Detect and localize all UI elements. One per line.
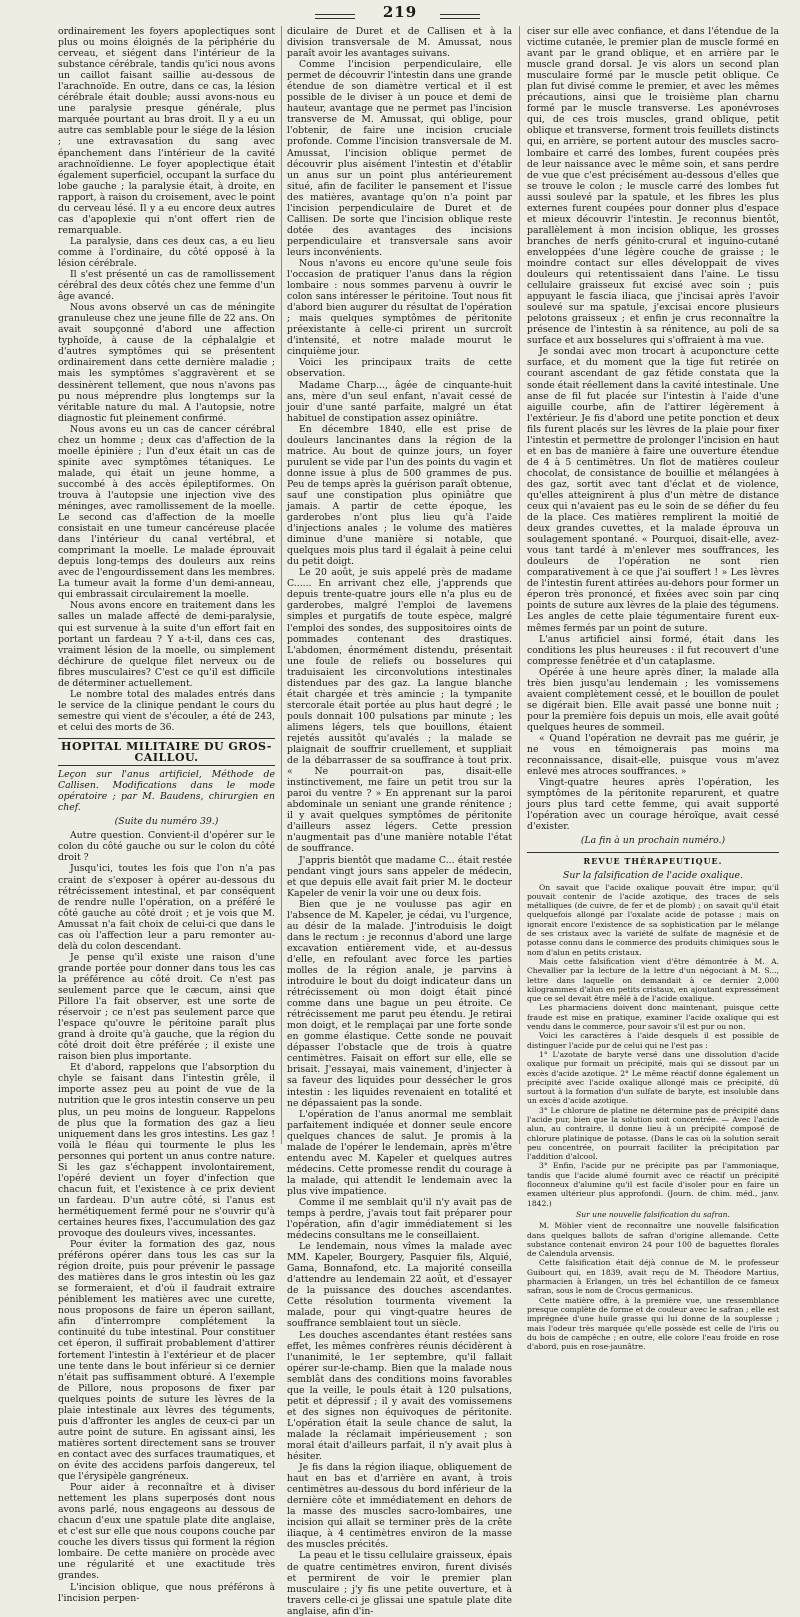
paragraph: ordinairement les foyers apoplectiques sont plus ou moins éloignés de la périphérie du cerveau, et siégent dans l'intérieur de la substance cérébrale, tandis qu'ici nous avons un caillot faisant saillie au-dessous de l'arachnoïde. En outre, dans ce cas, la lésion cérébrale était double; aussi avons-nous eu une paralysie presque générale, plus marquée pourtant au bras droit. Il y a eu un autre cas semblable pour le siége de la lésion ; une extravasation du sang avec épanchement dans l'intérieur de la cavité arachnoïdienne. Le foyer apoplectique était également superficiel, occupant la surface du lobe gauche ; la paralysie était, à droite, en rapport, à raison du croisement, avec le point du cerveau lésé. Il y a eu encore deux autres cas d'apoplexie qui n'ont offert rien de remarquable. xyxy=(58,26,275,236)
paragraph: Madame Charp..., âgée de cinquante-huit ans, mère d'un seul enfant, n'avait cessé de jouir d'une santé parfaite, malgré un état habituel de constipation assez opiniâtre. xyxy=(287,379,512,424)
paragraph: Il s'est présenté un cas de ramollissement cérébral des deux côtés chez une femme d'un âge avancé. xyxy=(58,269,275,303)
paragraph: Les douches ascendantes étant restées sans effet, les mêmes confrères réunis décidèrent à l'unanimité, le 1er septembre, qu'il fallait opérer sur-le-champ. Bien que la malade nous semblât dans des conditions moins favorables que la veille, le pouls était à 120 pulsations, petit et dépressif ; il y avait des vomissemens et des signes non équivoques de péritonite. L'opération était la seule chance de salut, la malade la réclamait impérieusement ; son moral était d'ailleurs parfait, il n'y avait plus à hésiter. xyxy=(287,1329,512,1463)
paragraph: diculaire de Duret et de Callisen et à la division transversale de M. Amussat, nous paraît avoir les avantages suivans. xyxy=(287,26,512,60)
revue-title: REVUE THÉRAPEUTIQUE. xyxy=(527,852,779,867)
paragraph: Autre question. Convient-il d'opérer sur le colon du côté gauche ou sur le colon du côté droit ? xyxy=(58,830,275,864)
column-divider xyxy=(281,26,282,1144)
finis-note: (La fin à un prochain numéro.) xyxy=(580,835,726,847)
column-1 xyxy=(58,26,276,1604)
paragraph: Le lendemain, nous vîmes la malade avec MM. Kapeler, Bourgery, Pasquier fils, Alquié, Gama, Bonnafond, etc. La majorité conseilla d'attendre au lendemain 22 août, et d'essayer de la puissance des douches ascendantes. Cette résolution tourmenta vivement la malade, pour qui vingt-quatre heures de souffrance semblaient tout un siècle. xyxy=(287,1241,512,1330)
article-byline: Leçon sur l'anus artificiel, Méthode de Callisen. Modifications dans le mode opératoire ; par M. Baudens, chirurgien en chef. xyxy=(58,769,275,814)
continuation-note: (Suite du numéro 39.) xyxy=(114,816,219,828)
paragraph: La peau et le tissu cellulaire graisseux, épais de quatre centimètres environ, furent divisés et permirent de voir le premier plan musculaire ; j'y fis une petite ouverture, et à travers celle-ci je glissai une spatule plate dite anglaise, afin d'in- xyxy=(287,1550,512,1617)
paragraph: Le nombre total des malades entrés dans le service de la clinique pendant le cours du semestre qui vient de s'écouler, a été de 243, et celui des morts de 36. xyxy=(58,688,275,733)
paragraph: Cette matière offre, à la première vue, une ressemblance presque complète de forme et de couleur avec le safran ; elle est imprégnée d'une huile grasse qui lui donne de la souplesse ; mais l'odeur très marquée qu'elle possède est celle de l'iris ou du bois de campêche ; en outre, elle colore l'eau froide en rose d'abord, puis en rose-jaunâtre. xyxy=(527,1295,779,1352)
paragraph: 1° L'azotate de baryte versé dans une dissolution d'acide oxalique pur formait un précipité, mais qui se dissout par un excès d'acide azotique. 2° Le même réactif donne également un précipité avec l'acide oxalique allongé mais ce précipité, dû surtout à la formation d'un sulfate de baryte, est insoluble dans un excès d'acide azotique. xyxy=(527,1049,779,1106)
paragraph: Vingt-quatre heures après l'opération, les symptômes de la péritonite reparurent, et quatre jours plus tard cette femme, qui avait supporté l'opération avec un courage héroïque, avait cessé d'exister. xyxy=(527,777,779,833)
paragraph: Cette falsification était déjà connue de M. le professeur Guibourt qui, en 1839, avait reçu de M. Théodore Martius, pharmacien à Erlangen, un très bel échantillon de ce fameux safran, sous le nom de Crocus germanicus. xyxy=(527,1258,779,1296)
column-3 xyxy=(527,26,780,1352)
paragraph: L'opération de l'anus anormal me semblait parfaitement indiquée et donner seule encore quelques chances de salut. Je promis à la malade de l'opérer le lendemain, après m'être entendu avec M. Kapeler et quelques autres médecins. Cette promesse rendit du courage à la malade, qui attendit le lendemain avec la plus vive impatience. xyxy=(287,1108,512,1197)
paragraph: Comme l'incision perpendiculaire, elle permet de découvrir l'intestin dans une grande étendue de son diamètre vertical et il est possible de le diviser à un pouce et demi de hauteur, avantage que ne permet pas l'incision transverse de M. Amussat, qui oblige, pour l'obtenir, de faire une incision cruciale profonde. Comme l'incision transversale de M. Amussat, l'incision oblique permet de découvrir plus aisément l'intestin et d'établir un anus sur un point plus antérieurement situé, afin de faciliter le pansement et l'issue des matières, avantage qu'on n'a point par l'incision perpendiculaire de Duret et de Callisen. De sorte que l'incision oblique reste dotée des avantages des incisions perpendiculaire et transversale sans avoir leurs inconvénients. xyxy=(287,59,512,258)
article-subhead: Sur la falsification de l'acide oxalique. xyxy=(563,869,743,881)
paragraph: 3° Enfin, l'acide pur ne précipite pas par l'ammoniaque, tandis que l'acide alumé fournit avec ce réactif un précipité floconneux d'alumine qu'il est facile d'isoler pour en faire un examen ultérieur plus approfondi. (Journ. de chim. méd., janv. 1842.) xyxy=(527,1161,779,1208)
article-subhead: Sur une nouvelle falsification du safran. xyxy=(576,1209,730,1219)
paragraph: Les pharmaciens doivent donc maintenant, puisque cette fraude est mise en pratique, examiner l'acide oxalique qui est vendu dans le commerce, pour savoir s'il est pur ou non. xyxy=(527,1003,779,1032)
section-title: HOPITAL MILITAIRE DU GROS-CAILLOU. xyxy=(58,738,275,766)
paragraph: 3° Le chlorure de platine ne détermine pas de précipité dans l'acide pur, bien que la solution soit concentrée. — Avec l'acide alun, au contraire, il donne lieu à un précipité composé de chlorure platinique de potasse. (Dans le cas où la solution serait peu concentrée, on pourrait faciliter la précipitation par l'addition d'alcool. xyxy=(527,1105,779,1162)
paragraph: Bien que je ne voulusse pas agir en l'absence de M. Kapeler, je cédai, vu l'urgence, au désir de la malade. J'introduisis le doigt dans le rectum : je reconnus d'abord une large excavation entièrement vide, et au-dessus d'elle, en refoulant avec force les parties molles de la région anale, je parvins à introduire le bout du doigt indicateur dans un rétrécissement où mon doigt était pincé comme dans une bague un peu étroite. Ce rétrécissement me parut peu étendu. Je retirai mon doigt, et le remplaçai par une forte sonde en gomme élastique. Cette sonde ne pouvait dépasser l'obstacle que de trois à quatre centimètres. Faisait on effort sur elle, elle se brisait. J'essayai, mais vainement, d'injecter à sa faveur des liquides pour dessécher le gros intestin : les liquides revenaient en totalité et ne dépassaient pas la sonde. xyxy=(287,898,512,1109)
paragraph: Pour éviter la formation des gaz, nous préférons opérer dans tous les cas sur la région droite, puis pour prévenir le passage des matières dans le gros intestin où les gaz se formeraient, et d'où il faudrait extraire péniblement les matières avec une curette, nous proposons de faire un éperon saillant, afin d'interrompre complétement la continuité du tube intestinal. Pour constituer cet éperon, il suffirait probablement d'attirer fortement l'intestin à l'extérieur et de placer une tente dans le bout inférieur si ce dernier n'était pas suffisamment obturé. A l'exemple de Pillore, nous proposons de fixer par quelques points de suture les lèvres de la plaie intestinale aux lèvres des téguments, puis d'affronter les angles de ceux-ci par un autre point de suture. En agissant ainsi, les matières sortent directement sans se trouver en contact avec des surfaces traumatiques, et on évite des accidens parfois dangereux, tel que l'érysipèle gangréneux. xyxy=(58,1239,275,1483)
paragraph: ciser sur elle avec confiance, et dans l'étendue de la victime cutanée, le premier plan de muscle formé en avant par le grand oblique, et en arrière par le muscle grand dorsal. Je vis alors un second plan musculaire formé par le muscle petit oblique. Ce plan fut divisé comme le premier, et avec les mêmes précautions, ainsi que le troisième plan charnu formé par le muscle transverse. Les aponévroses qui, de ces trois muscles, grand oblique, petit oblique et transverse, forment trois feuillets distincts qui, en arrière, se portent autour des muscles sacro-lombaire et carré des lombes, furent coupées près de leur naissance avec le même soin, et sans perdre de vue que c'est précisément au-dessous d'elles que se trouve le colon ; le muscle carré des lombes fut aussi soulevé par la spatule, et les fibres les plus externes furent coupées pour donner plus d'espace et mieux découvrir l'intestin. Je reconnus bientôt, parallèlement à mon incision oblique, les grosses branches de nerfs génito-crural et inguino-cutané enveloppées d'une légère couche de graisse ; le moindre contact sur elles développait de vives douleurs qui retentissaient dans l'aine. Le tissu cellulaire graisseux fut excisé avec soin ; puis appuyant le fascia iliaca, que j'incisai après l'avoir soulevé sur ma spatule, j'excisai encore plusieurs pelotons graisseux ; et enfin je crus reconnaître la présence de l'intestin à sa rénitence, au poli de sa surface et aux bosselures qui s'offraient à ma vue. xyxy=(527,26,779,347)
paragraph: L'incision oblique, que nous préférons à l'incision perpen- xyxy=(58,1581,275,1604)
header-rule-right xyxy=(440,14,480,19)
page-number: 219 xyxy=(382,3,418,21)
paragraph: « Quand l'opération ne devrait pas me guérir, je ne vous en témoignerais pas moins ma reconnaissance, disait-elle, puisque vous m'avez enlevé mes atroces souffrances. » xyxy=(527,733,779,778)
paragraph: On savait que l'acide oxalique pouvait être impur, qu'il pouvait contenir de l'acide azotique, des traces de sels métalliques (de cuivre, de fer et de plomb) ; on savait qu'il était quelquefois allongé par l'oxalate acide de potasse ; mais on ignorait encore l'existence de sa sophistication par le mélange de ses cristaux avec la variété de sulfate de magnésie et de potasse connu dans le commerce des produits chimiques sous le nom d'alun en petits cristaux. xyxy=(527,882,779,957)
paragraph: Comme il me semblait qu'il n'y avait pas de temps à perdre, j'avais tout fait préparer pour l'opération, afin d'agir immédiatement si les médecins consultans me le conseillaient. xyxy=(287,1196,512,1242)
small-print-block xyxy=(527,883,779,1352)
paragraph: Voici les principaux traits de cette observation. xyxy=(287,357,512,380)
paragraph: Je fis dans la région iliaque, obliquement de haut en bas et d'arrière en avant, à trois centimètres au-dessous du bord inférieur de la dernière côte et immédiatement en dehors de la masse des muscles sacro-lombaires, une incision qui allait se terminer près de la crête iliaque, à 4 centimètres environ de la masse des muscles précités. xyxy=(287,1462,512,1551)
page-header xyxy=(0,2,800,24)
column-2 xyxy=(287,26,512,1617)
paragraph: Mais cette falsification vient d'être démontrée à M. A. Chevallier par la lecture de la lettre d'un négociant à M. S..., lettre dans laquelle on demandait à ce dernier 2,000 kilogrammes d'alun en petits cristaux, en ajoutant expressément que ce sel devait être mêlé à de l'acide oxalique. xyxy=(527,956,779,1004)
paragraph: Jusqu'ici, toutes les fois que l'on n'a pas craint de s'exposer à opérer au-dessous du rétrécissement intestinal, et par conséquent de rendre nulle l'opération, on a préféré le côté gauche au côté droit ; et je vois que M. Amussat n'a fait choix de celui-ci que dans le cas où l'affection leur a paru remonter au-delà du colon descendant. xyxy=(58,863,275,952)
paragraph: En décembre 1840, elle est prise de douleurs lancinantes dans la région de la matrice. Au bout de quinze jours, un foyer purulent se vide par l'un des points du vagin et donne issue à plus de 500 grammes de pus. Peu de temps après la guérison paraît obtenue, sauf une constipation plus opiniâtre que jamais. A partir de cette époque, les garderobes n'ont plus lieu qu'à l'aide d'injections anales ; le volume des matières diminue d'une manière si notable, que quelques mois plus tard il égalait à peine celui du petit doigt. xyxy=(287,423,512,568)
paragraph: Nous n'avons eu encore qu'une seule fois l'occasion de pratiquer l'anus dans la région lombaire : nous sommes parvenu à ouvrir le colon sans intéresser le péritoine. Tout nous fit d'abord bien augurer du résultat de l'opération ; mais quelques symptômes de péritonite préexistante à celle-ci prirent un surcroît d'intensité, et notre malade mourut le cinquième jour. xyxy=(287,257,512,358)
paragraph: Opérée à une heure après dîner, la malade alla très bien jusqu'au lendemain ; les vomissemens avaient complètement cessé, et le bouillon de poulet se digérait bien. Elle avait passé une bonne nuit ; pour la première fois depuis un mois, elle avait goûté quelques heures de sommeil. xyxy=(527,666,780,733)
paragraph: Je pense qu'il existe une raison d'une grande portée pour donner dans tous les cas la préférence au côté droit. Ce n'est pas seulement parce que le cæcum, ainsi que Pillore l'a fait observer, est une sorte de réservoir ; ce n'est pas seulement parce que l'espace qu'ouvre le péritoine paraît plus grand à droite qu'à gauche, que la région du côté droit doit être préférée ; il existe une raison bien plus importante. xyxy=(58,951,275,1063)
paragraph: Nous avons observé un cas de méningite granuleuse chez une jeune fille de 22 ans. On avait soupçonné d'abord une affection typhoïde, à cause de la céphalalgie et d'autres symptômes qui se présentent ordinairement dans cette dernière maladie ; mais les symptômes s'aggravèrent et se dessinèrent tellement, que nous n'avons pas pu nous méprendre plus longtemps sur la véritable nature du mal. A l'autopsie, notre diagnostic fut pleinement confirmé. xyxy=(58,302,275,424)
paragraph: M. Möhler vient de reconnaître une nouvelle falsification dans quelques ballots de safran d'origine allemande. Cette substance contenait environ 24 pour 100 de baguettes florales de Calendula arvensis. xyxy=(527,1221,779,1259)
paragraph: Nous avons encore en traitement dans les salles un malade affecté de demi-paralysie, qui est survenue à la suite d'un effort fait en portant un fardeau ? Y a-t-il, dans ces cas, vraiment lésion de la moelle, ou simplement déchirure de quelque filet nerveux ou de fibres musculaires? C'est ce qu'il est difficile de déterminer actuellement. xyxy=(58,600,275,689)
paragraph: Je sondai avec mon trocart à acuponcture cette surface, et du moment que la tige fut retirée on courant ascendant de gaz fétide constata que la sonde était réellement dans la cavité intestinale. Une anse de fil fut placée sur l'intestin à l'aide d'une aiguille courbe, afin de l'attirer légèrement à l'extérieur. Je fis d'abord une petite ponction et deux fils furent placés sur les lèvres de la plaie pour fixer l'intestin et permettre de prolonger l'incision en haut et en bas de manière à faire une ouverture étendue de 4 à 5 centimètres. Un flot de matières couleur chocolat, de consistance de bouillie et mélangées à des gaz, sortit avec tant d'éclat et de violence, qu'elles atteignirent à plus d'un mètre de distance ceux qui n'avaient pas eu le soin de se défier du feu de la place. Ces matières remplirent la moitié de deux grandes cuvettes, et la malade éprouva un soulagement spontané. « Pourquoi, disait-elle, avez-vous tant tardé à m'enlever mes souffrances, les douleurs de l'opération ne sont rien comparativement à ce que j'ai souffert ! » Les lèvres de l'intestin furent attirées au-dehors pour former un éperon très prononcé, et fixées avec soin par cinq points de suture aux lèvres de la plaie des tégumens. Les angles de cette plaie tégumentaire furent eux-mêmes fermés par un point de suture. xyxy=(527,346,779,634)
paragraph: La paralysie, dans ces deux cas, a eu lieu comme à l'ordinaire, du côté opposé à la lésion cérébrale. xyxy=(58,235,275,269)
paragraph: Et d'abord, rappelons que l'absorption du chyle se faisant dans l'intestin grêle, il importe assez peu au point de vue de la nutrition que le gros intestin conserve un peu plus, un peu moins de longueur. Rappelons de plus que la formation des gaz a lieu uniquement dans les gros intestins. Les gaz ! voilà le fléau qui tourmente le plus les personnes qui portent un anus contre nature. Si les gaz s'échappent involontairement, l'opéré devient un foyer d'infection que chacun fuit, et l'existence à ce prix devient un fardeau. D'un autre côté, si l'anus est hermétiquement fermé pour ne s'ouvrir qu'à certaines heures fixes, l'accumulation des gaz provoque des douleurs vives, incessantes. xyxy=(58,1062,276,1240)
paragraph: J'appris bientôt que madame C... était restée pendant vingt jours sans appeler de médecin, et que depuis elle avait fait prier M. le docteur Kapeler de venir la voir une ou deux fois. xyxy=(287,854,512,899)
paragraph: Pour aider à reconnaître et à diviser nettement les plans superposés dont nous avons parlé, nous engageons au dessous de chacun d'eux une spatule plate dite anglaise, et c'est sur elle que nous coupons couche par couche les divers tissus qui forment la région lombaire. De cette manière on procède avec une régularité et une exactitude très grandes. xyxy=(58,1482,275,1582)
paragraph: Le 20 août, je suis appelé près de madame C...... En arrivant chez elle, j'apprends que depuis trente-quatre jours elle n'a plus eu de garderobes, malgré l'emploi de lavemens simples et purgatifs de toute espèce, malgré l'emploi des sondes, des suppositoires oints de pommades contenant des drastiques. L'abdomen, énormément distendu, présentait une foule de reliefs ou bosselures qui traduisaient les circonvolutions intestinales distendues par des gaz. La langue blanche était chargée et très amincie ; la tympanite stercorale était portée au plus haut degré ; le pouls donnait 100 pulsations par minute ; les alimens légers, tels que bouillons, étaient rejetés aussitôt qu'avalés ; la malade se plaignait de souffrir cruellement, et suppliait de la débarrasser de sa souffrance à tout prix. « Ne pourrait-on pas, disait-elle instinctivement, me faire un petit trou sur la paroi du ventre ? » En apprenant sur la paroi abdominale un seniant une grande rénitence ; il y avait quelques symptômes de péritonite d'ailleurs assez légers. Cette pression n'augmentait pas d'une manière notable l'état de souffrance. xyxy=(287,567,512,855)
paragraph: Nous avons eu un cas de cancer cérébral chez un homme ; deux cas d'affection de la moelle épinière ; l'un d'eux était un cas de spinite avec symptômes tétaniques. Le malade, qui était un jeune homme, a succombé à des accès épileptiformes. On trouva à l'autopsie une injection vive des méninges, avec ramollissement de la moelle. Le second cas d'affection de la moelle consistait en une tumeur cancéreuse placée dans l'intérieur du canal vertébral, et comprimant la moelle. Le malade éprouvait depuis long-temps des douleurs aux reins avec de l'engourdissement dans les membres. La tumeur avait la forme d'un demi-anneau, qui embrassait circulairement la moelle. xyxy=(58,423,275,601)
paragraph: L'anus artificiel ainsi formé, était dans les conditions les plus heureuses : il fut recouvert d'une compresse fenêtrée et d'un cataplasme. xyxy=(527,633,779,667)
paragraph: Voici les caractères à l'aide desquels il est possible de distinguer l'acide pur de celui qui ne l'est pas : xyxy=(527,1031,779,1050)
column-divider xyxy=(519,26,520,1144)
